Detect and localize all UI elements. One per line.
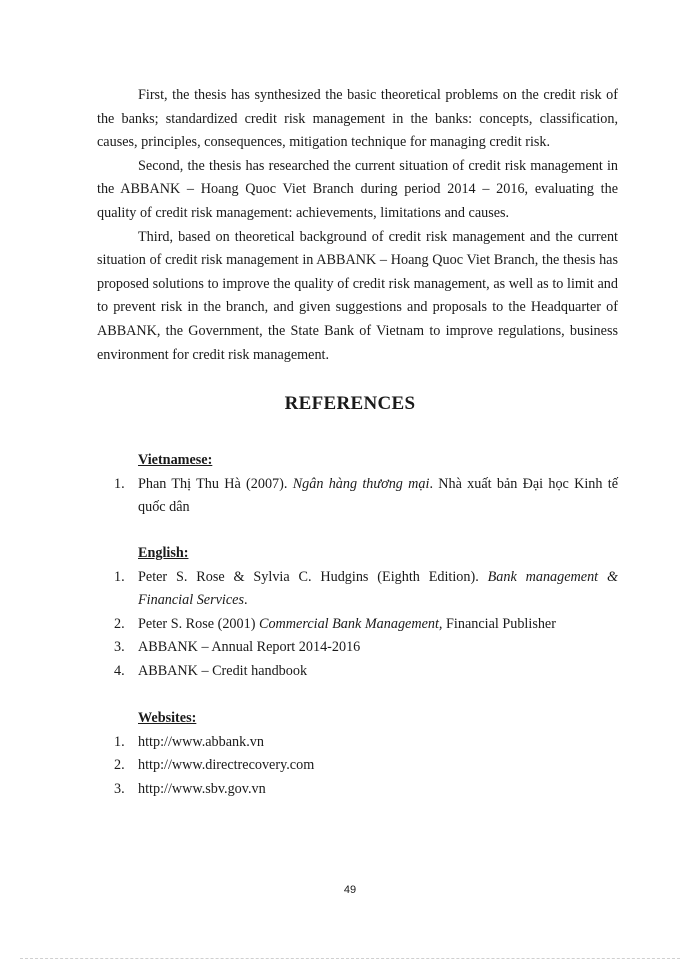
list-item [97, 754, 618, 778]
item-title: Ngân hàng thương mại [292, 475, 430, 492]
list-item [97, 778, 618, 802]
references-heading: REFERENCES [284, 393, 416, 414]
page-number: 49 [343, 884, 357, 896]
item-number: 2. [114, 615, 125, 632]
item-text: Phan Thị Thu Hà (2007). [138, 475, 293, 492]
page-bottom-divider [20, 958, 680, 959]
list-item [97, 636, 618, 660]
english-section [97, 542, 618, 684]
conclusion-text [97, 84, 618, 367]
paragraph-2: Second, the thesis has researched the current situation of credit risk management in the ABBANK – Hoang Quoc Viet Branch during period 2014 – 2016, evaluating the quality of credit risk management: achievements, limitations and causes. [97, 157, 618, 221]
item-title: Bank management & Financial Services [138, 568, 618, 609]
item-number: 3. [114, 780, 125, 797]
item-number: 1. [114, 733, 125, 750]
websites-list [97, 731, 618, 802]
list-item [97, 731, 618, 755]
list-item [97, 613, 618, 637]
vietnamese-list [97, 473, 618, 520]
website-link: http://www.directrecovery.com [138, 757, 315, 774]
item-title: Commercial Bank Management, [258, 615, 443, 632]
list-item [97, 473, 618, 520]
item-number: 2. [114, 757, 125, 774]
list-item [97, 660, 618, 684]
websites-section [97, 707, 618, 801]
item-text: Peter S. Rose & Sylvia C. Hudgins (Eighth Edition). [138, 568, 488, 585]
english-label: English: [138, 545, 189, 561]
item-number: 4. [114, 662, 125, 679]
item-suffix: . [243, 592, 248, 609]
item-text: Peter S. Rose (2001) [138, 615, 259, 632]
item-text: ABBANK – Credit handbook [138, 662, 308, 679]
item-number: 1. [114, 475, 125, 492]
list-item [97, 566, 618, 613]
english-list [97, 566, 618, 684]
paragraph-3: Third, based on theoretical background of credit risk management and the current situation of credit risk management in ABBANK – Hoang Quoc Viet Branch, the thesis has proposed solutions to improve the quality of credit risk management, as well as to limit and to prevent risk in the branch, and given suggestions and proposals to the Headquarter of ABBANK, the Government, the State Bank of Vietnam to improve regulations, business environment for credit risk management. [97, 228, 618, 363]
item-suffix: Financial Publisher [442, 615, 556, 632]
item-number: 1. [114, 568, 125, 585]
item-number: 3. [114, 639, 125, 656]
item-publisher: . Nhà xuất bản Đại học Kinh tế quốc dân [138, 475, 618, 516]
vietnamese-label: Vietnamese: [138, 452, 213, 468]
item-text: ABBANK – Annual Report 2014-2016 [138, 639, 361, 656]
vietnamese-section [97, 449, 618, 520]
paragraph-1: First, the thesis has synthesized the basic theoretical problems on the credit risk of the banks; standardized credit risk management in the banks: concepts, classification, causes, principles, consequences, mitigation technique for managing credit risk. [97, 87, 618, 151]
websites-label: Websites: [138, 710, 197, 726]
website-link: http://www.abbank.vn [138, 733, 264, 750]
website-link: http://www.sbv.gov.vn [138, 780, 266, 797]
